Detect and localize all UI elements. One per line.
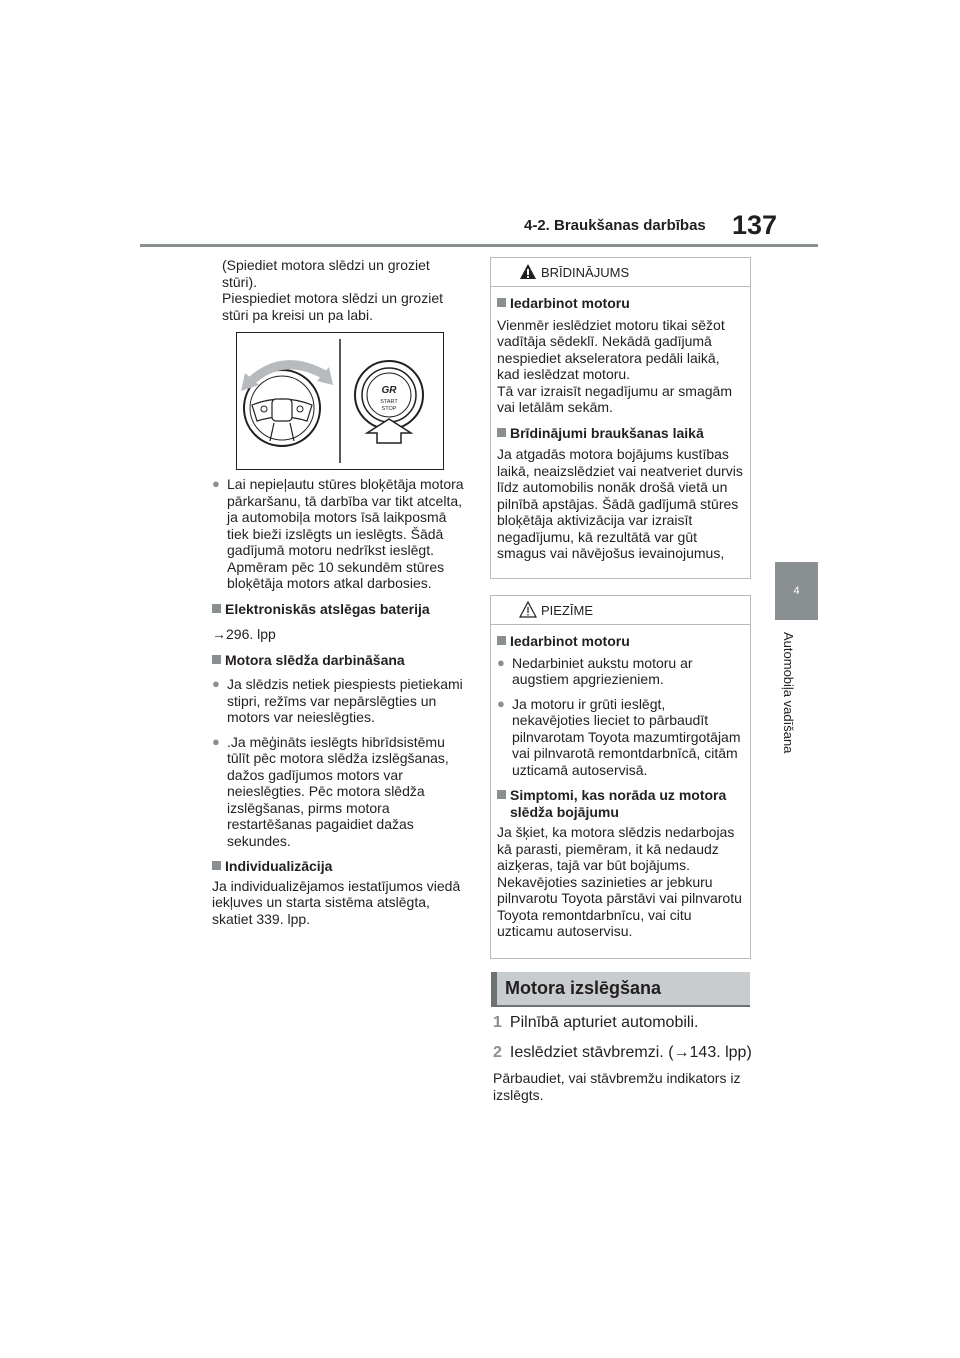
heading-customization: Individualizācija <box>212 858 470 875</box>
list-item: ● Nedarbiniet aukstu motoru ar augstiem apgriezieniem. <box>497 655 744 688</box>
section-title: 4-2. Braukšanas darbības <box>524 217 706 234</box>
left-column <box>212 476 470 927</box>
list-item: ● Lai nepieļautu stūres bloķētāja motora pārkaršanu, tā darbība var tikt atcelta, ja automobiļa motors īsā laikposmā tiek bieži izslēgts un ieslēgts. Šādā gadījumā motoru nedrīkst ieslēgt. Apmēram pēc 10 sekundēm stūres bloķētāja motors atkal darbosies. <box>212 476 470 592</box>
warning-box <box>490 257 751 579</box>
warning-triangle-icon <box>519 263 537 280</box>
list-item: ● .Ja mēģināts ieslēgts hibrīdsistēmu tūlīt pēc motora slēdža izslēgšanas, dažos gadījumos motors var neieslēgties. Pēc motora slēdža izslēgšanas, pirms motora restartēšanas pagaidiet dažas sekundes. <box>212 734 470 850</box>
note-box <box>490 595 751 959</box>
steering-start-figure <box>236 332 444 470</box>
note-body <box>491 625 750 940</box>
chapter-tab: 4 <box>775 562 818 620</box>
heading-switch-operation: Motora slēdža darbināšana <box>212 652 470 669</box>
warning-heading-driving: Brīdinājumi braukšanas laikā <box>497 425 744 442</box>
reference-link[interactable]: →296. lpp <box>212 626 276 642</box>
note-title: PIEZĪME <box>541 603 594 618</box>
section-heading-rule <box>491 1005 750 1007</box>
note-heading-start: Iedarbinot motoru <box>497 633 744 650</box>
warning-body <box>491 287 750 562</box>
note-heading-symptoms: Simptomi, kas norāda uz motora slēdža bojājumu <box>497 787 744 820</box>
gr-logo: GR <box>381 385 397 396</box>
list-item: ● Ja slēdzis netiek piespiests pietiekami stipri, režīms var nepārslēgties un motors var neieslēgties. <box>212 676 470 726</box>
paragraph: Ja atgadās motora bojājums kustības laikā, neaizslēdziet vai neatveriet durvis līdz automobilis nonāk drošā vietā un pilnībā apstājas. Šādā gadījumā stūres bloķētāja aktivizācija var izraisīt negadījumu, kā rezultātā var gūt smagus vai nāvējošus ievainojumus, <box>497 446 743 561</box>
note-header <box>491 596 750 625</box>
heading-battery: Elektroniskās atslēgas baterija <box>212 601 470 618</box>
step-number: 1 <box>493 1014 502 1031</box>
chapter-title: Automobiļa vadīšana <box>781 632 796 754</box>
button-start-label: START <box>380 399 398 405</box>
paragraph: Pārbaudiet, vai stāvbremžu indikators iz izslēgts. <box>493 1070 741 1103</box>
section-heading: Motora izslēgšana <box>491 972 750 1005</box>
steering-wheel-illustration <box>237 333 443 469</box>
header-rule <box>140 244 818 247</box>
warning-heading-start: Iedarbinot motoru <box>497 295 744 312</box>
warning-header <box>491 258 750 287</box>
step-1 <box>493 1014 698 1032</box>
list-item: ● Ja motoru ir grūti ieslēgt, nekavējoties lieciet to pārbaudīt pilnvarotam Toyota mazumtirgotājam vai pilnvarotā remontdarbnīcā, citām uzticamā autoservisā. <box>497 696 744 779</box>
caution-triangle-icon <box>519 601 537 618</box>
step-text: Pilnībā apturiet automobili. <box>509 1014 699 1031</box>
button-stop-label: STOP <box>381 406 397 412</box>
page-number: 137 <box>732 210 778 240</box>
paragraph: Tā var izraisīt negadījumu ar smagām vai letālām sekām. <box>497 382 732 415</box>
step-2 <box>493 1044 752 1062</box>
intro-text: (Spiediet motora slēdzi un groziet stūri). Piespiediet motora slēdzi un groziet stūri pa kreisi un pa labi. <box>222 257 444 323</box>
paragraph: Ja individualizējamos iestatījumos viedā iekļuves un starta sistēma atslēgta, skatiet 339. lpp. <box>212 877 461 927</box>
step-text: Ieslēdziet stāvbremzi. (→143. lpp) <box>509 1044 752 1061</box>
warning-title: BRĪDINĀJUMS <box>541 265 630 280</box>
paragraph: Ja šķiet, ka motora slēdzis nedarbojas kā parasti, piemēram, it kā nedaudz aizķeras, tajā var būt bojājums. Nekavējoties sazinieties ar jebkuru pilnvarotu Toyota pārstāvi vai pilnvarotu Toyota remontdarbnīcu, vai citu uzticamu autoservisu. <box>497 824 742 939</box>
paragraph: Vienmēr ieslēdziet motoru tikai sēžot vadītāja sēdeklī. Nekādā gadījumā nespiediet akseleratora pedāli laikā, kad ieslēdzat motoru. <box>497 316 725 382</box>
step-number: 2 <box>493 1044 502 1061</box>
